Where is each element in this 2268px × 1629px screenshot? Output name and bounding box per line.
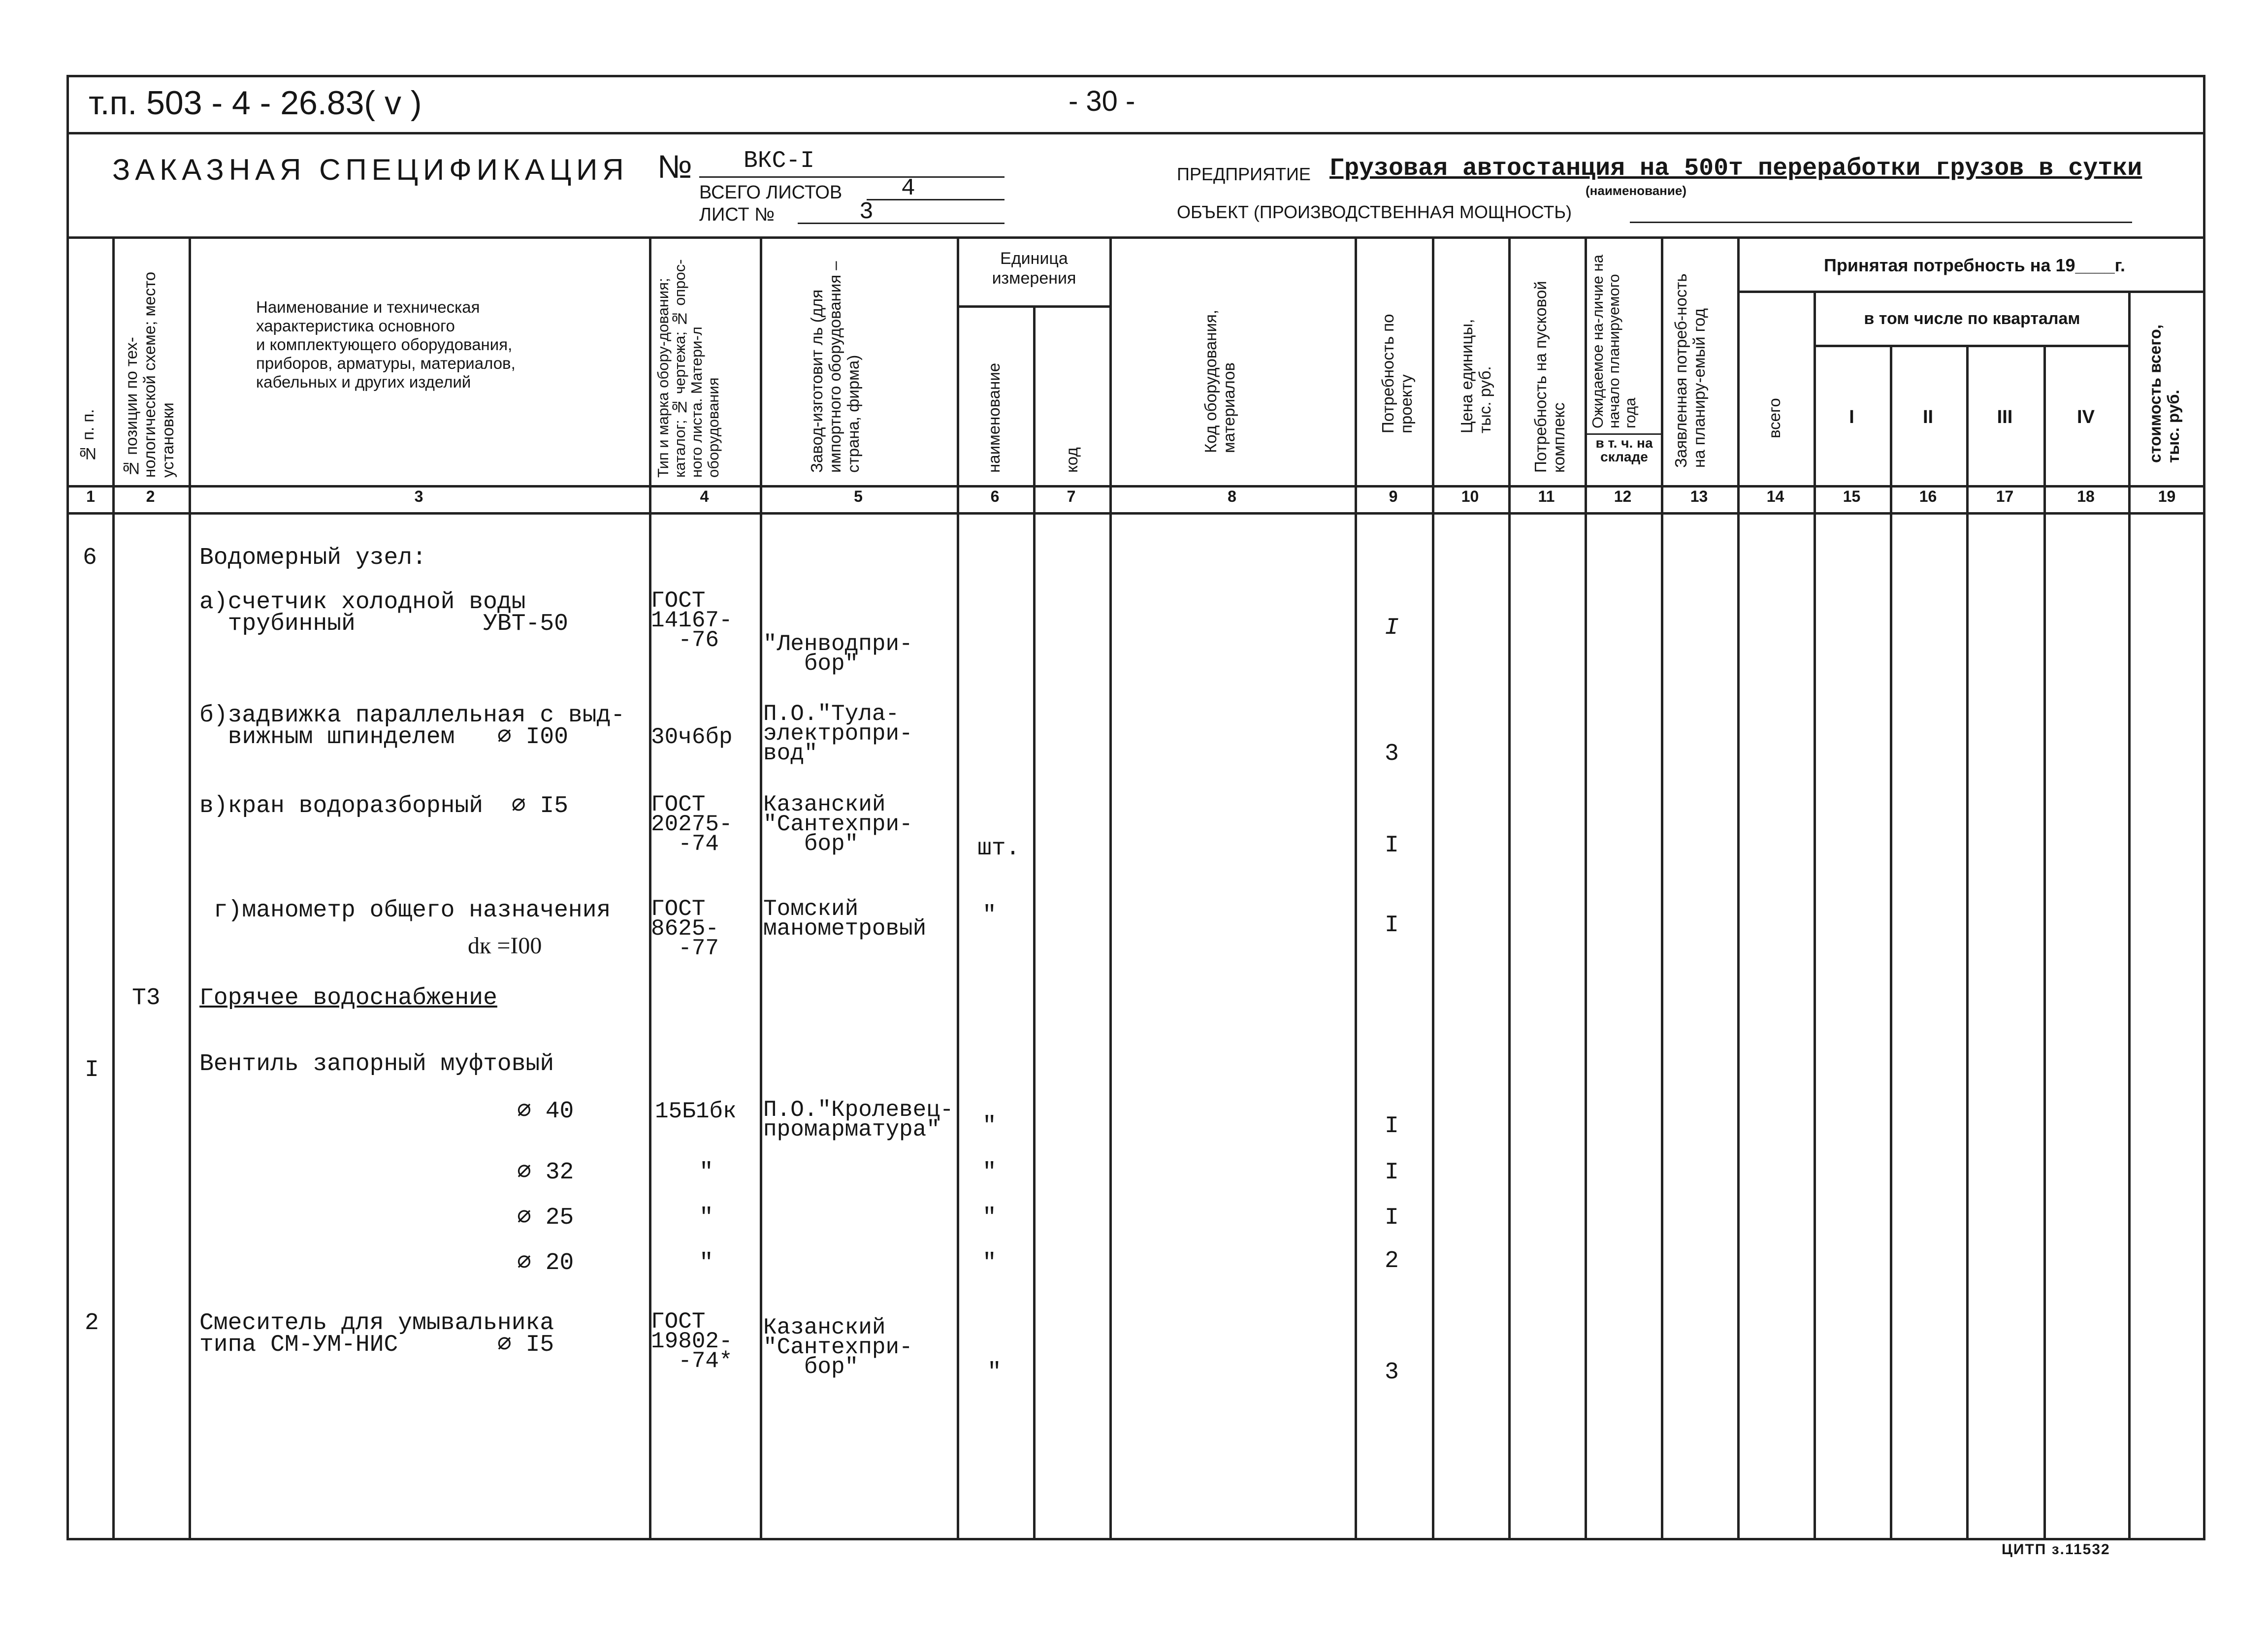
row-9-c3: ∅ 25	[517, 1205, 574, 1231]
row-5-c3: Горячее водоснабжение	[199, 985, 497, 1011]
doc-number: т.п. 503 - 4 - 26.83( v )	[89, 84, 422, 122]
col-line-1	[112, 236, 115, 1540]
row-6-c1: I	[85, 1057, 99, 1083]
col-header-9: Потребность по проекту	[1379, 314, 1415, 433]
col-header-6: наименование	[985, 362, 1003, 473]
col-header-3-line-4: приборов, арматуры, материалов,	[256, 354, 516, 372]
col-header-15: I	[1849, 407, 1854, 427]
col-header-14: всего	[1765, 398, 1783, 438]
colnum-2: 2	[146, 488, 155, 505]
row-11-c3a: Смеситель для умывальника	[199, 1310, 554, 1336]
row-10-c6: "	[982, 1250, 997, 1276]
row-1-c3a: а)счетчик холодной воды	[199, 589, 526, 616]
colnum-14: 14	[1766, 488, 1784, 505]
col-header-7: код	[1063, 447, 1081, 473]
col-header-13: Заявленная потреб-ность на планиру-емый год	[1672, 273, 1708, 468]
row-1-c3b: трубинный УВТ-50	[199, 611, 568, 637]
row-5-c2: Т3	[132, 985, 161, 1011]
spec-title: ЗАКАЗНАЯ СПЕЦИФИКАЦИЯ	[112, 153, 629, 186]
colnum-4: 4	[700, 488, 709, 505]
row-11-c9: 3	[1385, 1359, 1399, 1386]
col-line-5	[957, 236, 959, 1540]
row-4-c6: "	[982, 902, 997, 929]
row-1-c5: "Ленводпри- бор"	[763, 631, 913, 677]
c12-sub-rule	[1585, 433, 1661, 435]
row-1-c4: ГОСТ 14167- -76	[651, 588, 733, 653]
row-8-c6: "	[982, 1159, 997, 1186]
page-number: - 30 -	[1069, 85, 1135, 117]
row-2-c9: 3	[1385, 741, 1399, 767]
quarters-header: в том числе по кварталам	[1864, 309, 2080, 328]
row-3-c9: I	[1385, 832, 1399, 859]
row-4-c9: I	[1385, 912, 1399, 939]
enterprise-name: Грузовая автостанция на 500т переработки грузов в сутки	[1329, 155, 2142, 183]
row-11-c1: 2	[85, 1310, 99, 1336]
row-3-c6: шт.	[977, 835, 1020, 862]
total-sheets-value: 4	[901, 175, 915, 202]
row-8-c9: I	[1385, 1159, 1399, 1186]
col-line-2	[189, 236, 191, 1540]
row-4-c5: Томский манометровый	[763, 896, 927, 942]
row-7-c3: ∅ 40	[517, 1098, 574, 1125]
colnum-18: 18	[2077, 488, 2095, 505]
row-11-c3b: типа СМ-УМ-НИС ∅ I5	[199, 1332, 554, 1358]
col-line-11	[1585, 236, 1587, 1540]
col-line-18	[2128, 291, 2131, 1540]
colnum-17: 17	[1996, 488, 2014, 505]
col-header-3-line-2: характеристика основного	[256, 317, 455, 335]
row-4-c3b: dк =I00	[468, 933, 542, 959]
row-2-c3b: вижным шпинделем ∅ I00	[199, 724, 569, 750]
col-line-15	[1890, 345, 1892, 1540]
total-sheets-label: ВСЕГО ЛИСТОВ	[699, 182, 842, 203]
col-line-16	[1966, 345, 1969, 1540]
col-header-4: Тип и марка обору-дования; каталог; № чертежа; № опрос-ного листа. Матери-л оборудования	[654, 259, 722, 478]
row-9-c9: I	[1385, 1205, 1399, 1231]
col-header-1: № п. п.	[79, 409, 97, 463]
row-11-c5: Казанский "Сантехпри- бор"	[763, 1315, 913, 1380]
header-rule-1	[66, 132, 2205, 134]
colnum-15: 15	[1843, 488, 1861, 505]
col-line-7	[1109, 236, 1112, 1540]
total-sheets-line	[867, 199, 1004, 200]
spec-no-label: №	[657, 148, 692, 185]
row-8-c4: "	[699, 1159, 713, 1186]
unit-group-rule	[957, 305, 1109, 308]
footer-stamp: ЦИТП з.11532	[2002, 1541, 2110, 1558]
col-header-12-sub: в т. ч. на складе	[1595, 435, 1653, 464]
accepted-header: Принятая потребность на 19____г.	[1824, 255, 2125, 275]
spec-code-line	[699, 176, 1004, 178]
row-7-c5: П.О."Кролевец- промарматура"	[763, 1097, 954, 1142]
col-header-19: стоимость всего, тыс. руб.	[2146, 325, 2182, 463]
row-10-c9: 2	[1385, 1248, 1399, 1274]
col-header-3-line-5: кабельных и других изделий	[256, 373, 471, 391]
col-header-16: II	[1922, 407, 1934, 427]
col-line-14	[1814, 291, 1816, 1540]
col-header-3	[256, 298, 640, 391]
colnum-7: 7	[1067, 488, 1076, 505]
col-header-11: Потребность на пусковой комплекс	[1531, 281, 1568, 473]
row-2-c4: 30ч6бр	[651, 724, 733, 750]
col-line-12	[1661, 236, 1663, 1540]
col-line-13	[1737, 236, 1740, 1540]
col-header-10: Цена единицы, тыс. руб.	[1458, 319, 1494, 433]
row-6-c3: Вентиль запорный муфтовый	[199, 1051, 554, 1077]
col-header-3-line-1: Наименование и техническая	[256, 298, 480, 316]
colnum-10: 10	[1461, 488, 1479, 505]
sheet-line	[798, 223, 1004, 224]
row-2-c3a: б)задвижка параллельная с выд-	[199, 702, 625, 729]
row-1-c9: I	[1385, 615, 1399, 641]
col-line-9	[1432, 236, 1434, 1540]
colnum-19: 19	[2158, 488, 2176, 505]
row-2-c5: П.О."Тула- электропри- вод"	[763, 701, 913, 766]
row-10-c3: ∅ 20	[517, 1250, 574, 1276]
header-rule-4	[66, 512, 2205, 515]
row-11-c6: "	[987, 1359, 1002, 1386]
col-line-8	[1355, 236, 1357, 1540]
object-label: ОБЪЕКТ (ПРОИЗВОДСТВЕННАЯ МОЩНОСТЬ)	[1177, 202, 1572, 222]
unit-group-header: Единица измерения	[992, 249, 1076, 288]
spec-code: ВКС-I	[744, 148, 815, 174]
col-header-2: № позиции по тех-нологической схеме; место установки	[122, 271, 177, 478]
row-9-c6: "	[982, 1205, 997, 1231]
colnum-11: 11	[1538, 488, 1555, 505]
row-11-c4: ГОСТ 19802- -74*	[651, 1309, 733, 1374]
enterprise-caption: (наименование)	[1586, 183, 1686, 198]
row-4-c4: ГОСТ 8625- -77	[651, 896, 719, 961]
col-header-8: Код оборудования, материалов	[1201, 309, 1238, 453]
quarters-rule	[1814, 345, 2128, 347]
enterprise-label: ПРЕДПРИЯТИЕ	[1177, 164, 1311, 184]
accepted-rule	[1737, 291, 2205, 293]
row-10-c4: "	[699, 1250, 713, 1276]
col-header-5: Завод-изготовит ль (для импортного оборудования –страна, фирма)	[808, 261, 862, 473]
header-rule-2	[66, 236, 2205, 239]
row-7-c6: "	[982, 1113, 997, 1140]
colnum-8: 8	[1228, 488, 1236, 505]
sheet-label: ЛИСТ №	[699, 204, 775, 225]
col-header-18: IV	[2077, 407, 2095, 427]
col-header-12: Ожидаемое на-личие на начало планируемого года	[1589, 255, 1639, 428]
object-line	[1630, 222, 2132, 223]
row-3-c5: Казанский "Сантехпри- бор"	[763, 792, 913, 857]
col-header-3-line-3: и комплектующего оборудования,	[256, 335, 513, 354]
sheet-value: 3	[859, 199, 874, 226]
row-8-c3: ∅ 32	[517, 1159, 574, 1186]
colnum-12: 12	[1614, 488, 1632, 505]
row-7-c9: I	[1385, 1113, 1399, 1140]
colnum-16: 16	[1919, 488, 1937, 505]
col-header-17: III	[1997, 407, 2013, 427]
colnum-1: 1	[86, 488, 95, 505]
col-line-4	[760, 236, 762, 1540]
row-0-c3: Водомерный узел:	[199, 545, 426, 571]
colnum-3: 3	[414, 488, 423, 505]
row-9-c4: "	[699, 1205, 713, 1231]
col-line-10	[1508, 236, 1511, 1540]
colnum-9: 9	[1389, 488, 1398, 505]
row-0-c1: 6	[83, 545, 97, 571]
colnum-13: 13	[1690, 488, 1708, 505]
row-4-c3a: г)манометр общего назначения	[199, 897, 611, 924]
col-line-17	[2043, 345, 2046, 1540]
colnum-6: 6	[990, 488, 1000, 505]
row-3-c4: ГОСТ 20275- -74	[651, 792, 733, 857]
row-3-c3a: в)кран водоразборный ∅ I5	[199, 793, 569, 819]
row-7-c4: 15Б1бк	[655, 1099, 737, 1124]
colnum-5: 5	[854, 488, 863, 505]
